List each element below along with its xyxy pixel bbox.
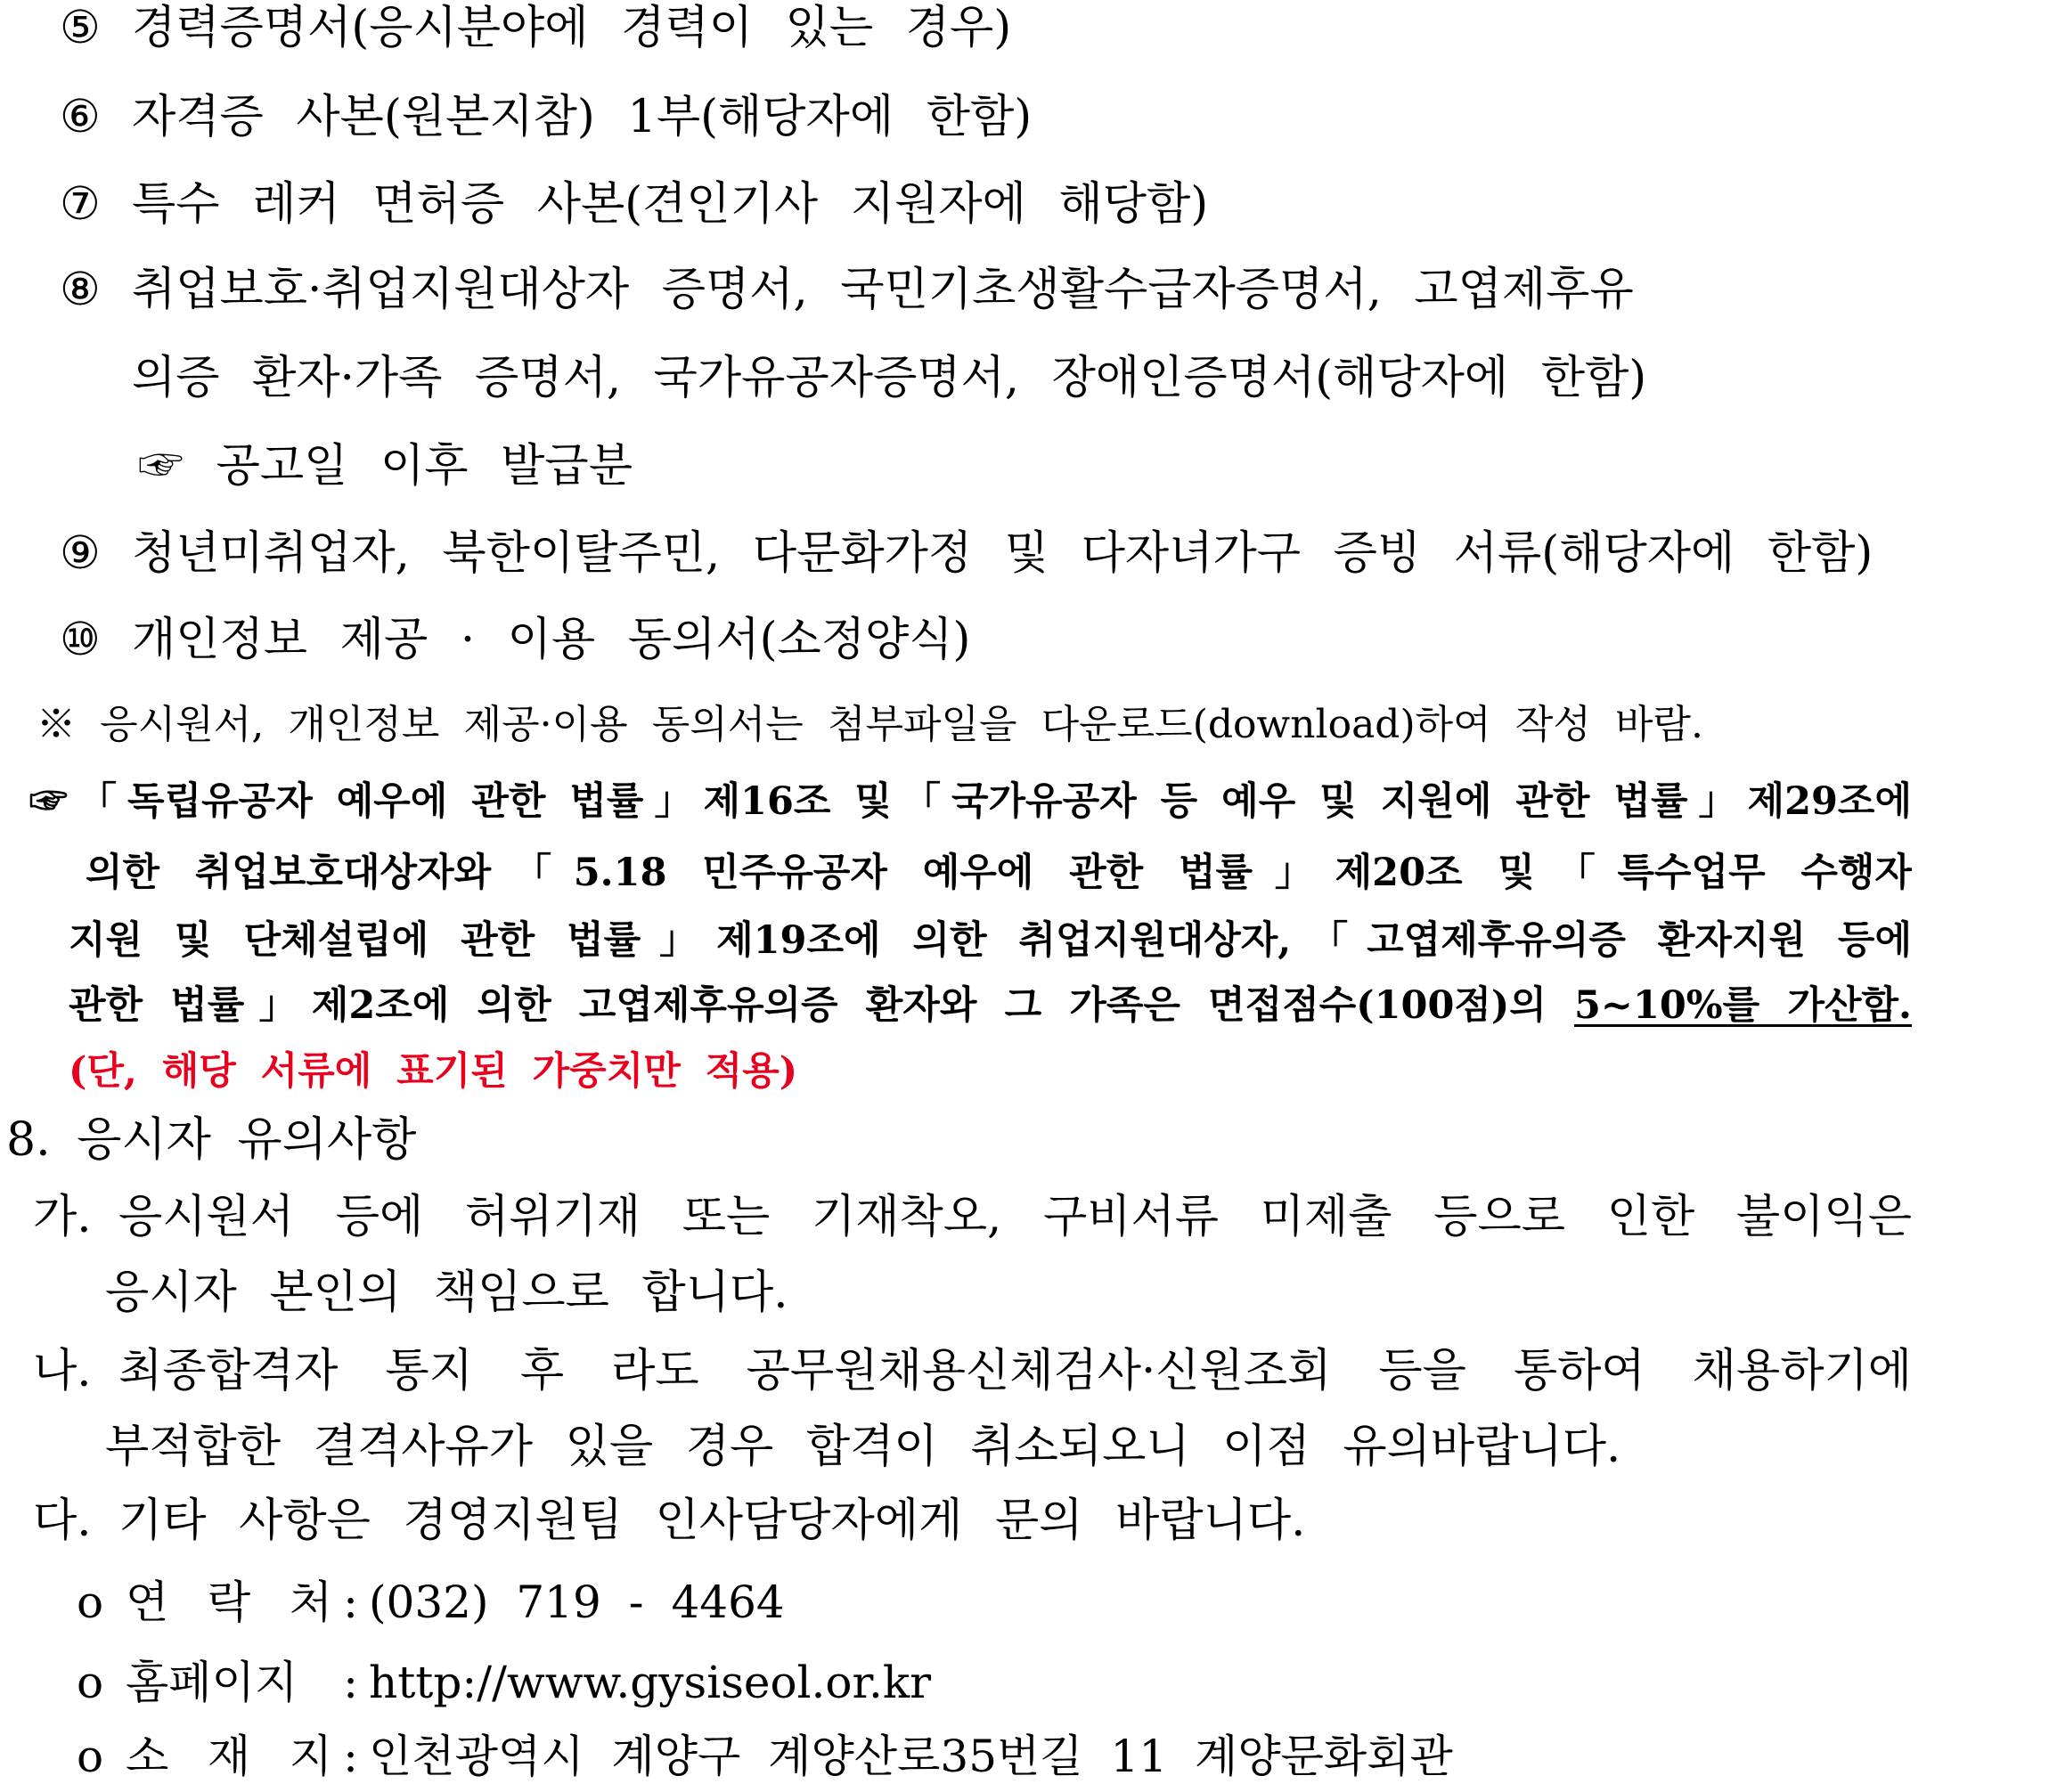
contact-phone bbox=[77, 1575, 785, 1630]
document-item-10 bbox=[60, 613, 970, 668]
note-marker: 가. bbox=[33, 1191, 92, 1243]
note-marker: 다. bbox=[33, 1495, 92, 1547]
note-text-continuation: 부적합한 결격사유가 있을 경우 합격이 취소되오니 이점 유의바랍니다. bbox=[105, 1421, 1621, 1473]
contact-homepage bbox=[77, 1655, 931, 1710]
document-item-9 bbox=[60, 526, 1873, 582]
contact-address bbox=[77, 1729, 1453, 1784]
separator: : bbox=[343, 1576, 358, 1628]
bonus-notice-line: 지원 및 단체설립에 관한 법률」제19조에 의한 취업지원대상자,「고엽제후유의증 환자지원 등에 bbox=[69, 918, 1912, 963]
note-marker: 나. bbox=[33, 1345, 92, 1397]
item-text: 경력증명서(응시분야에 경력이 있는 경우) bbox=[132, 2, 1012, 54]
bonus-notice-line: ☞「독립유공자 예우에 관한 법률」제16조 및「국가유공자 등 예우 및 지원에 관한 법률」제29조에 bbox=[29, 779, 1912, 824]
download-notice: ※ 응시원서, 개인정보 제공·이용 동의서는 첨부파일을 다운로드(download)하여 작성 바람. bbox=[37, 702, 1704, 747]
contact-label: 연 락 처 bbox=[126, 1576, 332, 1628]
note-text: 최종합격자 통지 후 라도 공무원채용신체검사·신원조회 등을 통하여 채용하기에 bbox=[118, 1345, 1912, 1397]
bullet: o bbox=[77, 1576, 104, 1628]
bonus-rate-underlined: 5~10%를 가산함. bbox=[1574, 983, 1912, 1028]
document-item-5 bbox=[60, 1, 1011, 56]
contact-label: 소 재 지 bbox=[126, 1731, 332, 1782]
note-text: 기타 사항은 경영지원팀 인사담당자에게 문의 바랍니다. bbox=[118, 1495, 1306, 1547]
item-text: 개인정보 제공 · 이용 동의서(소정양식) bbox=[132, 614, 971, 666]
bonus-notice-text: 관한 법률」제2조에 의한 고엽제후유의증 환자와 그 가족은 면접점수(100점)의 bbox=[69, 983, 1547, 1028]
contact-value: http://www.gysiseol.or.kr bbox=[369, 1657, 932, 1708]
item-text: 청년미취업자, 북한이탈주민, 다문화가정 및 다자녀가구 증빙 서류(해당자에 한함) bbox=[132, 527, 1873, 580]
separator: : bbox=[343, 1731, 358, 1782]
item-text: 특수 레커 면허증 사본(견인기사 지원자에 해당함) bbox=[132, 178, 1209, 231]
document-item-6 bbox=[60, 90, 1032, 145]
bullet: o bbox=[77, 1731, 104, 1782]
contact-value: 인천광역시 계양구 계양산로35번길 11 계양문화회관 bbox=[369, 1731, 1453, 1782]
separator: : bbox=[343, 1657, 358, 1708]
item-number: ⑨ bbox=[60, 527, 101, 580]
contact-label: 홈페이지 bbox=[126, 1657, 298, 1708]
weighting-caveat: (단, 해당 서류에 표기된 가중치만 적용) bbox=[69, 1049, 798, 1094]
item-number: ⑩ bbox=[60, 614, 101, 666]
item-number: ⑦ bbox=[60, 178, 101, 231]
document-item-8 bbox=[60, 263, 1634, 318]
item-text: 취업보호·취업지원대상자 증명서, 국민기초생활수급자증명서, 고엽제후유 bbox=[132, 264, 1634, 316]
bullet: o bbox=[77, 1657, 104, 1708]
bonus-notice-line bbox=[69, 978, 1912, 1033]
contact-value: (032) 719 - 4464 bbox=[369, 1576, 785, 1628]
note-text-continuation: 응시자 본인의 책임으로 합니다. bbox=[105, 1267, 788, 1319]
document-item-7 bbox=[60, 177, 1208, 232]
item-number: ⑧ bbox=[60, 264, 101, 316]
bonus-notice-line: 의한 취업보호대상자와「5.18 민주유공자 예우에 관한 법률」제20조 및「특수업무 수행자 bbox=[86, 851, 1912, 895]
document-item-8-continuation: 의증 환자·가족 증명서, 국가유공자증명서, 장애인증명서(해당자에 한함) bbox=[132, 352, 1647, 404]
issue-date-note: ☞ 공고일 이후 발급분 bbox=[138, 440, 633, 493]
item-number: ⑥ bbox=[60, 91, 101, 143]
note-text: 응시원서 등에 허위기재 또는 기재착오, 구비서류 미제출 등으로 인한 불이익은 bbox=[118, 1191, 1912, 1243]
item-text: 자격증 사본(원본지참) 1부(해당자에 한함) bbox=[132, 91, 1033, 143]
item-number: ⑤ bbox=[60, 2, 101, 54]
section-title: 8. 응시자 유의사항 bbox=[6, 1113, 417, 1167]
